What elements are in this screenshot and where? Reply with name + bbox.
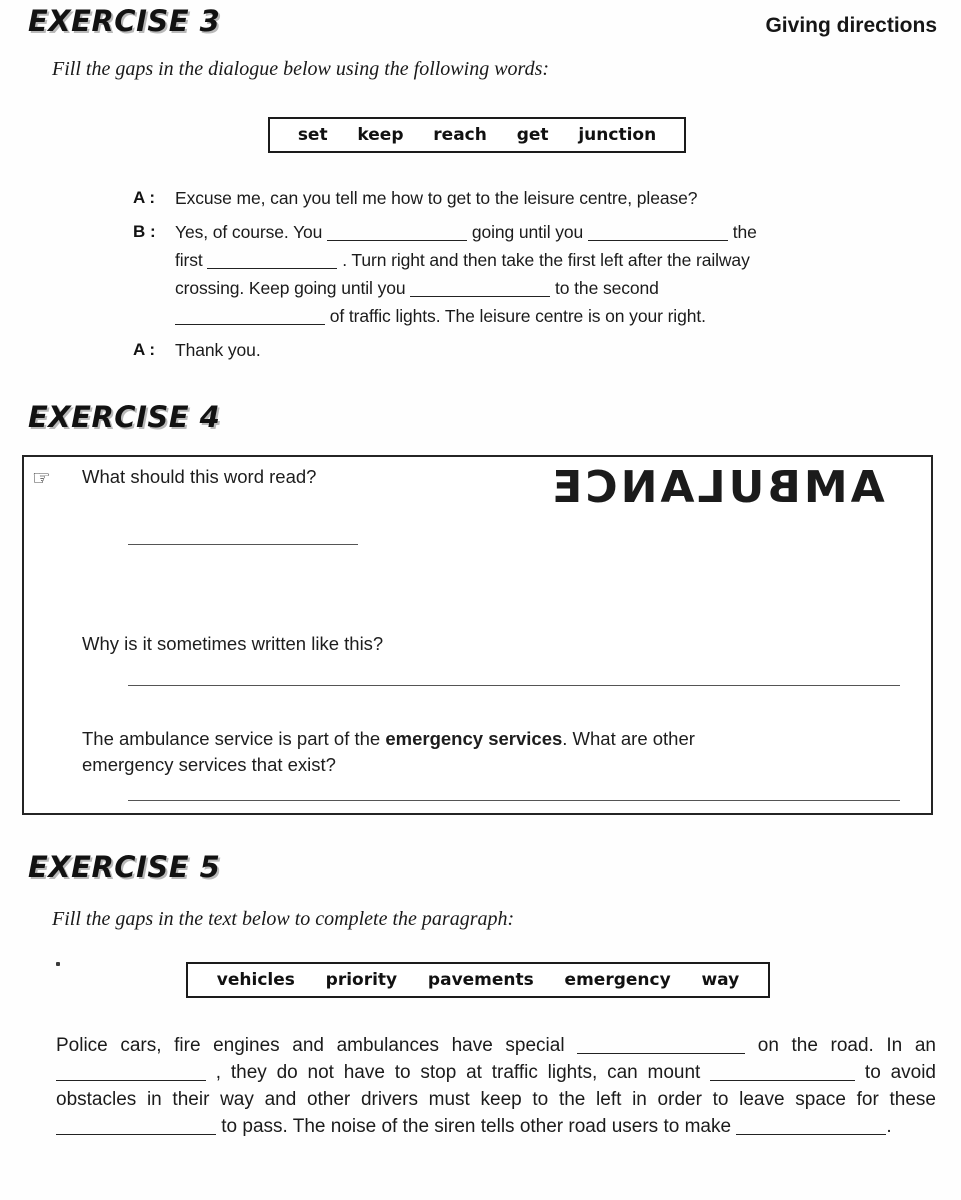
paragraph-text: to pass. The noise of the siren tells other road users to make <box>216 1116 737 1137</box>
fill-in-blank[interactable] <box>56 1134 216 1135</box>
page-speck <box>56 962 60 966</box>
exercise-3-word: get <box>516 125 549 145</box>
paragraph-text: Police cars, fire engines and ambulances have special <box>56 1035 578 1056</box>
exercise-4-question-2: Why is it sometimes written like this? <box>82 633 384 654</box>
fill-in-blank[interactable] <box>588 240 728 241</box>
exercise-5-paragraph <box>56 1032 936 1140</box>
question-3-text-part-1: The ambulance service is part of the <box>82 728 386 749</box>
fill-in-blank[interactable] <box>736 1134 886 1135</box>
dialogue-line <box>175 222 757 243</box>
exercise-5-word: priority <box>325 970 398 990</box>
exercise-5-word: vehicles <box>216 970 295 990</box>
dialogue-line <box>175 306 706 327</box>
dialogue-text: Excuse me, can you tell me how to get to the leisure centre, please? <box>175 188 698 208</box>
dialogue-speaker-label: B : <box>133 222 156 241</box>
answer-line-2[interactable] <box>128 685 900 686</box>
paragraph-text: to avoid obstacles in their way and other drivers must keep to the left in order to leave space for these <box>56 1062 936 1110</box>
dialogue-line <box>175 250 750 271</box>
question-3-text-part-2: . What are other <box>562 728 695 749</box>
paragraph-text: , they do not have to stop at traffic lights, can mount <box>206 1062 711 1083</box>
exercise-3-word: keep <box>357 125 404 145</box>
dialogue-text: Thank you. <box>175 340 261 360</box>
dialogue-text: Yes, of course. You <box>175 222 328 242</box>
exercise-3-word: set <box>297 125 328 145</box>
exercise-3-heading: EXERCISE 3 <box>28 4 221 38</box>
dialogue-speaker-label: A : <box>133 188 156 207</box>
dialogue-line <box>175 340 261 361</box>
dialogue-text: . Turn right and then take the first left after the railway <box>337 250 750 270</box>
pointing-hand-icon: ☞ <box>32 466 51 490</box>
fill-in-blank[interactable] <box>207 268 337 269</box>
exercise-4-question-3 <box>82 726 872 778</box>
exercise-5-instruction: Fill the gaps in the text below to complete the paragraph: <box>52 908 515 930</box>
paragraph-text: on the road. In an <box>745 1035 936 1056</box>
question-3-line-2: emergency services that exist? <box>82 754 336 775</box>
question-3-bold-term: emergency services <box>385 728 563 749</box>
exercise-4-question-1: What should this word read? <box>82 466 317 487</box>
fill-in-blank[interactable] <box>710 1080 855 1081</box>
exercise-3-word: junction <box>578 125 657 145</box>
fill-in-blank[interactable] <box>56 1080 206 1081</box>
exercise-5-word: emergency <box>564 970 671 990</box>
dialogue-text: first <box>175 250 208 270</box>
exercise-3-word: reach <box>433 125 487 145</box>
exercise-3-instruction: Fill the gaps in the dialogue below using the following words: <box>52 58 550 80</box>
paragraph-text: . <box>886 1116 892 1137</box>
dialogue-line <box>175 278 659 299</box>
mirrored-ambulance-word: AMBULANCE <box>549 462 885 513</box>
dialogue-text: crossing. Keep going until you <box>175 278 411 298</box>
dialogue-text: the <box>727 222 757 242</box>
fill-in-blank[interactable] <box>327 240 467 241</box>
answer-line-1[interactable] <box>128 544 358 545</box>
exercise-5-heading: EXERCISE 5 <box>28 850 221 884</box>
exercise-3-word-bank <box>268 117 686 153</box>
dialogue-line <box>175 188 697 209</box>
exercise-5-word-bank <box>186 962 770 998</box>
exercise-5-word: way <box>701 970 740 990</box>
fill-in-blank[interactable] <box>577 1053 745 1054</box>
dialogue-text: going until you <box>467 222 588 242</box>
dialogue-text: to the second <box>550 278 659 298</box>
exercise-4-heading: EXERCISE 4 <box>28 400 221 434</box>
fill-in-blank[interactable] <box>175 324 325 325</box>
exercise-5-word: pavements <box>427 970 534 990</box>
dialogue-speaker-label: A : <box>133 340 156 359</box>
topic-label: Giving directions <box>765 14 937 37</box>
fill-in-blank[interactable] <box>410 296 550 297</box>
answer-line-3[interactable] <box>128 800 900 801</box>
dialogue-text: of traffic lights. The leisure centre is on your right. <box>325 306 706 326</box>
